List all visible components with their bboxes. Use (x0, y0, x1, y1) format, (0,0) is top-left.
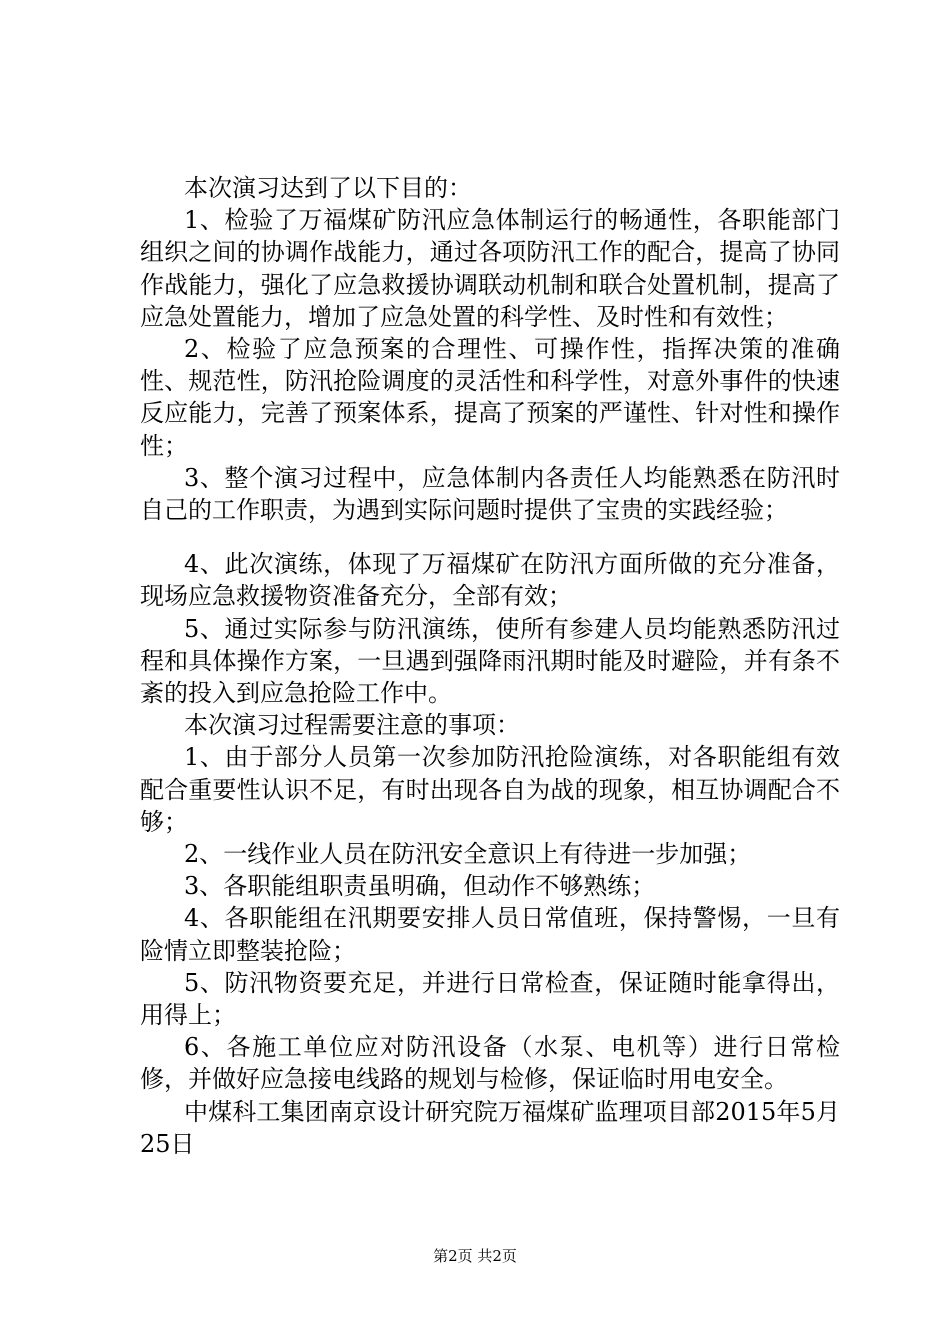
paragraph-note-1: 1、由于部分人员第一次参加防汛抢险演练，对各职能组有效配合重要性认识不足，有时出现各自为战的现象，相互协调配合不够； (140, 743, 840, 836)
document-body (140, 172, 840, 1160)
paragraph-goal-3: 3、整个演习过程中，应急体制内各责任人均能熟悉在防汛时自己的工作职责，为遇到实际问题时提供了宝贵的实践经验； (140, 463, 840, 525)
paragraph-note-6: 6、各施工单位应对防汛设备（水泵、电机等）进行日常检修，并做好应急接电线路的规划与检修，保证临时用电安全。 (140, 1033, 840, 1094)
paragraph-note-5: 5、防汛物资要充足，并进行日常检查，保证随时能拿得出，用得上； (140, 968, 840, 1030)
paragraph-goal-2: 2、检验了应急预案的合理性、可操作性，指挥决策的准确性、规范性，防汛抢险调度的灵活性和科学性，对意外事件的快速反应能力，完善了预案体系，提高了预案的严谨性、针对性和操作性； (140, 335, 840, 460)
paragraph-note-2: 2、一线作业人员在防汛安全意识上有待进一步加强； (184, 840, 752, 869)
paragraph-goal-5: 5、通过实际参与防汛演练，使所有参建人员均能熟悉防汛过程和具体操作方案，一旦遇到强降雨汛期时能及时避险，并有条不紊的投入到应急抢险工作中。 (140, 614, 840, 708)
paragraph-note-4: 4、各职能组在汛期要安排人员日常值班，保持警惕，一旦有险情立即整装抢险； (140, 904, 840, 965)
signature-line: 中煤科工集团南京设计研究院万福煤矿监理项目部2015年5月25日 (140, 1097, 840, 1158)
page-number-footer: 第2页 共2页 (433, 1247, 517, 1265)
intro-heading: 本次演习达到了以下目的： (184, 174, 472, 202)
notes-heading: 本次演习过程需要注意的事项： (184, 711, 520, 740)
paragraph-goal-1: 1、检验了万福煤矿防汛应急体制运行的畅通性，各职能部门组织之间的协调作战能力，通过各项防汛工作的配合，提高了协同作战能力，强化了应急救援协调联动机制和联合处置机制，提高了应急处置能力，增加了应急处置的科学性、及时性和有效性； (140, 206, 840, 331)
paragraph-note-3: 3、各职能组职责虽明确，但动作不够熟练； (184, 872, 656, 901)
paragraph-goal-4: 4、此次演练，体现了万福煤矿在防汛方面所做的充分准备，现场应急救援物资准备充分，全部有效； (140, 550, 840, 611)
